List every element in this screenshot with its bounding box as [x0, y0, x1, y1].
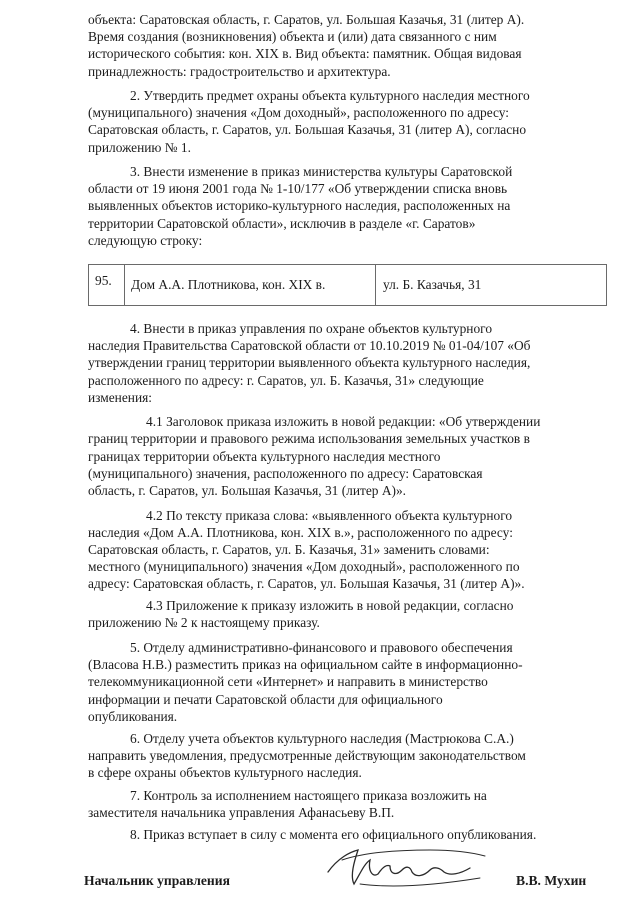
text-line: границ территории и правового режима использования земельных участков в [88, 431, 530, 446]
text-line: Саратовская область, г. Саратов, ул. Большая Казачья, 31 (литер А), согласно [88, 122, 527, 137]
text-line: телекоммуникационной сети «Интернет» и направить в министерство [88, 674, 488, 689]
text-line: 4. Внести в приказ управления по охране объектов культурного [130, 321, 493, 336]
text-line: 5. Отделу административно-финансового и правового обеспечения [130, 640, 513, 655]
text-line: исторического события: кон. XIX в. Вид объекта: памятник. Общая видовая [88, 46, 522, 61]
text-line: Время создания (возникновения) объекта и (или) дата связанного с ним [88, 29, 497, 44]
text-line: 6. Отделу учета объектов культурного наследия (Мастрюкова С.А.) [130, 731, 514, 746]
text-line: изменения: [88, 390, 153, 405]
text-line: области от 19 июня 2001 года № 1-10/177 «Об утверждении списка вновь [88, 181, 508, 196]
text-line: 7. Контроль за исполнением настоящего приказа возложить на [130, 788, 487, 803]
text-line: адресу: Саратовская область, г. Саратов, ул. Большая Казачья, 31 (литер А)». [88, 576, 525, 591]
text-line: расположенного по адресу: г. Саратов, ул. Б. Казачья, 31» следующие [88, 373, 484, 388]
table-divider [124, 265, 125, 305]
table-divider [375, 265, 376, 305]
text-line: направить уведомления, предусмотренные действующим законодательством [88, 748, 526, 763]
text-line: территории Саратовской области», исключив в разделе «г. Саратов» [88, 216, 476, 231]
text-line: следующую строку: [88, 233, 203, 248]
text-line: опубликования. [88, 709, 178, 724]
text-line: 4.3 Приложение к приказу изложить в новой редакции, согласно [146, 598, 514, 613]
text-line: приложению № 2 к настоящему приказу. [88, 615, 320, 630]
text-line: 8. Приказ вступает в силу с момента его официального опубликования. [130, 827, 537, 842]
text-line: приложению № 1. [88, 140, 191, 155]
text-line: (муниципального) значения, расположенного по адресу: Саратовская [88, 466, 483, 481]
text-line: 4.2 По тексту приказа слова: «выявленного объекта культурного [146, 508, 513, 523]
signatory-name: В.В. Мухин [516, 873, 587, 888]
text-line: границах территории объекта культурного наследия местного [88, 449, 441, 464]
text-line: 4.1 Заголовок приказа изложить в новой редакции: «Об утверждении [146, 414, 541, 429]
text-line: Саратовская область, г. Саратов, ул. Б. Казачья, 31» заменить словами: [88, 542, 490, 557]
handwritten-signature [320, 838, 495, 898]
text-line: (муниципального) значения «Дом доходный», расположенного по адресу: [88, 105, 510, 120]
signatory-position: Начальник управления [84, 873, 230, 888]
text-line: наследия Правительства Саратовской области от 10.10.2019 № 01-04/107 «Об [88, 338, 531, 353]
table-cell-address: ул. Б. Казачья, 31 [383, 277, 482, 292]
text-line: (Власова Н.В.) разместить приказ на официальном сайте в информационно- [88, 657, 523, 672]
text-line: выявленных объектов историко-культурного наследия, расположенных на [88, 198, 511, 213]
text-line: заместителя начальника управления Афанасьеву В.П. [88, 805, 395, 820]
text-line: область, г. Саратов, ул. Большая Казачья, 31 (литер А)». [88, 483, 407, 498]
text-line: принадлежность: градостроительство и архитектура. [88, 64, 391, 79]
text-line: наследия «Дом А.А. Плотникова, кон. XIX в.», расположенного по адресу: [88, 525, 513, 540]
table-cell-number: 95. [95, 273, 112, 288]
table-cell-name: Дом А.А. Плотникова, кон. XIX в. [131, 277, 326, 292]
text-line: местного (муниципального) значения «Дом доходный», расположенного по [88, 559, 520, 574]
text-line: информации и печати Саратовской области для официального [88, 692, 443, 707]
text-line: в сфере охраны объектов культурного наследия. [88, 765, 362, 780]
text-line: 3. Внести изменение в приказ министерства культуры Саратовской [130, 164, 513, 179]
text-line: утверждении границ территории выявленного объекта культурного наследия, [88, 355, 531, 370]
excluded-row-table [88, 264, 607, 306]
text-line: 2. Утвердить предмет охраны объекта культурного наследия местного [130, 88, 530, 103]
text-line: объекта: Саратовская область, г. Саратов, ул. Большая Казачья, 31 (литер А). [88, 12, 525, 27]
